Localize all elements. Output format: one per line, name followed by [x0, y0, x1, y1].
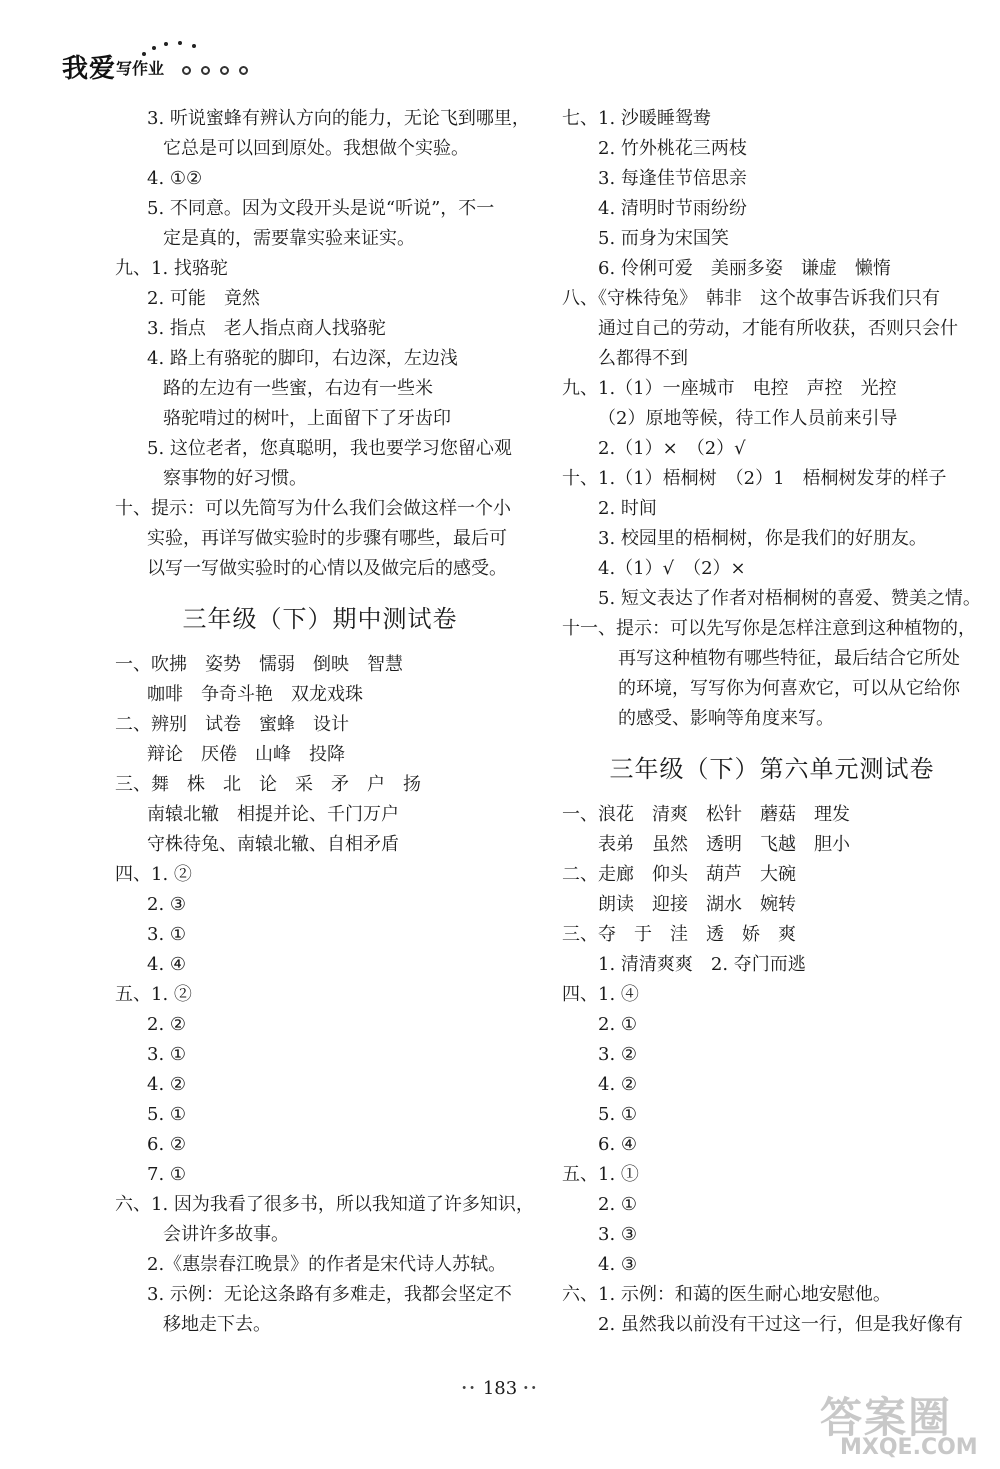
- answer-line: 六、1. 示例：和蔼的医生耐心地安慰他。: [562, 1284, 891, 1305]
- answer-line: 表弟 虽然 透明 飞越 胆小: [598, 834, 850, 855]
- answer-line: 一、浪花 清爽 松针 蘑菇 理发: [562, 804, 850, 825]
- answer-line: 4. ③: [598, 1254, 638, 1275]
- flower-icon: [182, 66, 191, 75]
- answer-line: 通过自己的劳动，才能有所收获，否则只会什: [598, 318, 958, 339]
- answer-line: 2.《惠崇春江晚景》的作者是宋代诗人苏轼。: [147, 1254, 507, 1275]
- answer-line: 4. ②: [598, 1074, 638, 1095]
- answer-line: 5. 短文表达了作者对梧桐树的喜爱、赞美之情。: [598, 588, 981, 609]
- answer-line: 4. ④: [147, 954, 187, 975]
- answer-line: 4. 路上有骆驼的脚印，右边深，左边浅: [147, 348, 458, 369]
- footer-dots-icon: ••: [522, 1383, 539, 1395]
- answer-line: 五、1. ①: [562, 1164, 639, 1185]
- answer-line: 2.（1）× （2）√: [598, 438, 746, 459]
- answer-line: 2. 可能 竟然: [147, 288, 260, 309]
- answer-line: 南辕北辙 相提并论、千门万户: [147, 804, 399, 825]
- answer-line: 它总是可以回到原处。我想做个实验。: [163, 138, 469, 159]
- page-header: [62, 38, 362, 88]
- answer-line: 二、辨别 试卷 蜜蜂 设计: [115, 714, 349, 735]
- answer-line: 的感受、影响等角度来写。: [618, 708, 834, 729]
- flower-icon: [201, 66, 210, 75]
- watermark-url: MXQE.COM: [840, 1435, 978, 1460]
- answer-line: 二、走廊 仰头 葫芦 大碗: [562, 864, 796, 885]
- flower-icon: [220, 66, 229, 75]
- answer-line: 3. 示例：无论这条路有多难走，我都会坚定不: [147, 1284, 512, 1305]
- answer-line: 3. ②: [598, 1044, 638, 1065]
- answer-line: 九、1. 找骆驼: [115, 258, 228, 279]
- answer-line: 4. 清明时节雨纷纷: [598, 198, 747, 219]
- answer-line: 么都得不到: [598, 348, 688, 369]
- answer-line: 定是真的，需要靠实验来证实。: [163, 228, 415, 249]
- answer-line: 5. ①: [598, 1104, 638, 1125]
- answer-line: 辩论 厌倦 山峰 投降: [147, 744, 345, 765]
- answer-line: 四、1. ②: [115, 864, 192, 885]
- answer-line: 守株待兔、南辕北辙、自相矛盾: [147, 834, 399, 855]
- answer-line: 路的左边有一些蜜，右边有一些米: [163, 378, 433, 399]
- brand-logo-text: 我爱: [62, 54, 117, 84]
- section-title-unit6: 三年级（下）第六单元测试卷: [609, 755, 935, 783]
- answer-line: 十、1.（1）梧桐树 （2）1 梧桐树发芽的样子: [562, 468, 947, 489]
- answer-line: 的环境，写写你为何喜欢它，可以从它给你: [618, 678, 960, 699]
- answer-line: 5. 而身为宋国笑: [598, 228, 729, 249]
- answer-line: 五、1. ②: [115, 984, 192, 1005]
- answer-line: 移地走下去。: [163, 1314, 271, 1335]
- answer-line: 实验，再详写做实验时的步骤有哪些，最后可: [147, 528, 507, 549]
- answer-line: 3. 校园里的梧桐树，你是我们的好朋友。: [598, 528, 927, 549]
- answer-line: 5. 不同意。因为文段开头是说“听说”，不一: [147, 198, 495, 219]
- answer-line: 4.（1）√ （2）×: [598, 558, 746, 579]
- answer-line: 5. 这位老者，您真聪明，我也要学习您留心观: [147, 438, 512, 459]
- answer-line: 6. 伶俐可爱 美丽多姿 谦虚 懒惰: [598, 258, 891, 279]
- answer-line: 5. ①: [147, 1104, 187, 1125]
- footer-dots-icon: ••: [461, 1383, 478, 1395]
- answer-line: 六、1. 因为我看了很多书，所以我知道了许多知识，: [115, 1194, 534, 1215]
- answer-line: 再写这种植物有哪些特征，最后结合它所处: [618, 648, 960, 669]
- answer-line: 骆驼啃过的树叶，上面留下了牙齿印: [163, 408, 451, 429]
- answer-line: 7. ①: [147, 1164, 187, 1185]
- section-title-midterm: 三年级（下）期中测试卷: [182, 605, 458, 633]
- answer-line: 七、1. 沙暖睡鸳鸯: [562, 108, 711, 129]
- answer-line: 2. 竹外桃花三两枝: [598, 138, 747, 159]
- answer-line: 九、1.（1）一座城市 电控 声控 光控: [562, 378, 897, 399]
- answer-line: 3. ③: [598, 1224, 638, 1245]
- answer-line: 2. ①: [598, 1014, 638, 1035]
- answer-line: 三、夺 于 洼 透 娇 爽: [562, 924, 796, 945]
- answer-line: 3. ①: [147, 1044, 187, 1065]
- answer-line: 会讲许多故事。: [163, 1224, 289, 1245]
- page-number: 183: [482, 1378, 518, 1399]
- answer-line: 6. ②: [147, 1134, 187, 1155]
- answer-line: 四、1. ④: [562, 984, 639, 1005]
- answer-line: 6. ④: [598, 1134, 638, 1155]
- answer-line: 2. ③: [147, 894, 187, 915]
- answer-line: 三、舞 株 北 论 采 矛 户 扬: [115, 774, 421, 795]
- answer-line: 1. 清清爽爽 2. 夺门而逃: [598, 954, 806, 975]
- answer-line: 咖啡 争奇斗艳 双龙戏珠: [147, 684, 363, 705]
- answer-line: 3. ①: [147, 924, 187, 945]
- answer-line: （2）原地等候，待工作人员前来引导: [598, 408, 898, 429]
- answer-line: 朗读 迎接 湖水 婉转: [598, 894, 796, 915]
- watermark-logo: 答案圈: [820, 1393, 953, 1442]
- answer-line: 八、《守株待兔》 韩非 这个故事告诉我们只有: [562, 288, 940, 309]
- answer-line: 2. ①: [598, 1194, 638, 1215]
- decorative-dots: [142, 38, 252, 58]
- watermark: [820, 1385, 985, 1463]
- answer-line: 2. 时间: [598, 498, 657, 519]
- answer-line: 十一、提示：可以先写你是怎样注意到这种植物的，: [562, 618, 976, 639]
- flower-icon: [239, 66, 248, 75]
- answer-line: 3. 每逢佳节倍思亲: [598, 168, 747, 189]
- right-column: [562, 104, 982, 1340]
- answer-line: 以写一写做实验时的心情以及做完后的感受。: [147, 558, 507, 579]
- answer-line: 3. 指点 老人指点商人找骆驼: [147, 318, 386, 339]
- answer-line: 2. 虽然我以前没有干过这一行，但是我好像有: [598, 1314, 963, 1335]
- answer-line: 2. ②: [147, 1014, 187, 1035]
- answer-line: 4. ①②: [147, 168, 203, 189]
- answer-line: 4. ②: [147, 1074, 187, 1095]
- answer-line: 察事物的好习惯。: [163, 468, 307, 489]
- brand-subtitle: 写作业: [116, 59, 165, 78]
- answer-line: 十、提示：可以先简写为什么我们会做这样一个小: [115, 498, 511, 519]
- flower-icons: [182, 66, 248, 75]
- answer-line: 3. 听说蜜蜂有辨认方向的能力，无论飞到哪里，: [147, 108, 530, 129]
- left-column: [115, 104, 534, 1340]
- answer-line: 一、吹拂 姿势 懦弱 倒映 智慧: [115, 654, 403, 675]
